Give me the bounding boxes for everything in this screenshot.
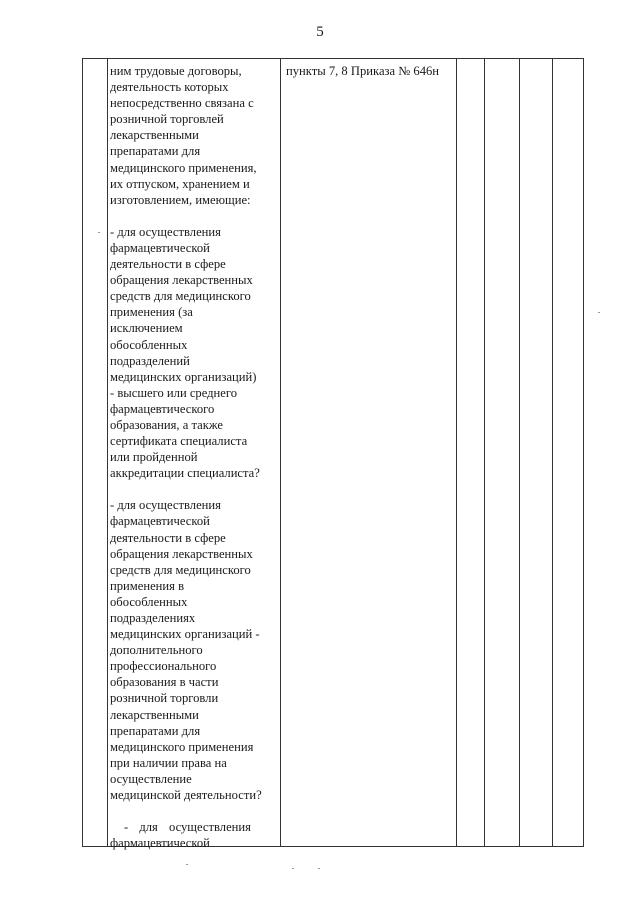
paragraph-gap <box>110 803 280 819</box>
description-line: лекарственными <box>110 707 199 722</box>
paragraph-gap <box>110 481 280 497</box>
description-line: фармацевтической <box>110 836 210 851</box>
description-line: осуществление <box>110 771 192 786</box>
page-number: 5 <box>316 24 324 40</box>
legal-reference-text: пункты 7, 8 Приказа № 646н <box>286 64 440 78</box>
description-line: фармацевтической <box>110 514 210 529</box>
scan-speck <box>292 868 294 869</box>
description-line: средств для медицинского <box>110 289 251 304</box>
description-line: деятельность которых <box>110 80 229 95</box>
description-line: профессионального <box>110 659 217 674</box>
description-line: обращения лекарственных <box>110 273 253 288</box>
description-line: деятельности в сфере <box>110 530 226 545</box>
description-line: непосредственно связана с <box>110 96 254 111</box>
description-line: исключением <box>110 321 183 336</box>
description-line: подразделениях <box>110 611 196 625</box>
description-line: медицинской деятельности? <box>110 788 262 803</box>
description-line: при наличии права на <box>110 755 227 770</box>
description-line: деятельности в сфере <box>110 257 226 272</box>
checklist-table <box>82 58 584 851</box>
description-line: - высшего или среднего <box>110 385 238 400</box>
description-line: розничной торговлей <box>110 112 224 127</box>
description-line: препаратами для <box>110 144 201 159</box>
description-line: применения (за <box>110 305 193 320</box>
description-line: обособленных <box>110 337 188 352</box>
description-line: препаратами для <box>110 723 201 738</box>
description-line: аккредитации специалиста? <box>110 466 260 481</box>
table-border-left <box>82 59 83 846</box>
column-divider <box>484 59 485 846</box>
column-divider <box>552 59 553 846</box>
paragraph-gap <box>110 208 280 224</box>
description-line: образования, а также <box>110 417 223 432</box>
description-line: подразделений <box>110 353 190 368</box>
description-line: обращения лекарственных <box>110 546 253 561</box>
scan-speck <box>318 868 320 869</box>
question-description-cell <box>110 63 280 851</box>
description-line: - для осуществления <box>110 224 221 239</box>
description-line: медицинских организаций - <box>110 627 260 642</box>
description-line: - для осуществления <box>124 820 251 835</box>
description-line: медицинского применения <box>110 739 254 754</box>
description-line: розничной торговли <box>110 691 219 706</box>
description-line: - для осуществления <box>110 498 221 513</box>
description-line: изготовлением, имеющие: <box>110 192 251 207</box>
scan-speck <box>186 864 188 865</box>
column-divider <box>280 59 281 846</box>
description-line: применения в <box>110 578 185 593</box>
description-line: медицинских организаций) <box>110 369 257 384</box>
description-line: ним трудовые договоры, <box>110 64 242 78</box>
description-line: или пройденной <box>110 450 198 465</box>
description-line: обособленных <box>110 594 188 609</box>
scan-speck <box>98 232 100 233</box>
description-line: образования в части <box>110 675 219 690</box>
column-divider <box>107 59 108 846</box>
column-divider <box>519 59 520 846</box>
description-line: средств для медицинского <box>110 562 251 577</box>
column-divider <box>456 59 457 846</box>
description-line: фармацевтической <box>110 240 210 255</box>
description-line: фармацевтического <box>110 401 215 416</box>
description-line: лекарственными <box>110 128 199 143</box>
description-line: дополнительного <box>110 643 203 658</box>
table-border-right <box>583 59 584 846</box>
description-line: медицинского применения, <box>110 160 257 175</box>
legal-reference-cell <box>286 63 454 79</box>
scan-speck <box>598 312 600 313</box>
description-line: их отпуском, хранением и <box>110 176 250 191</box>
description-line: сертификата специалиста <box>110 434 248 449</box>
